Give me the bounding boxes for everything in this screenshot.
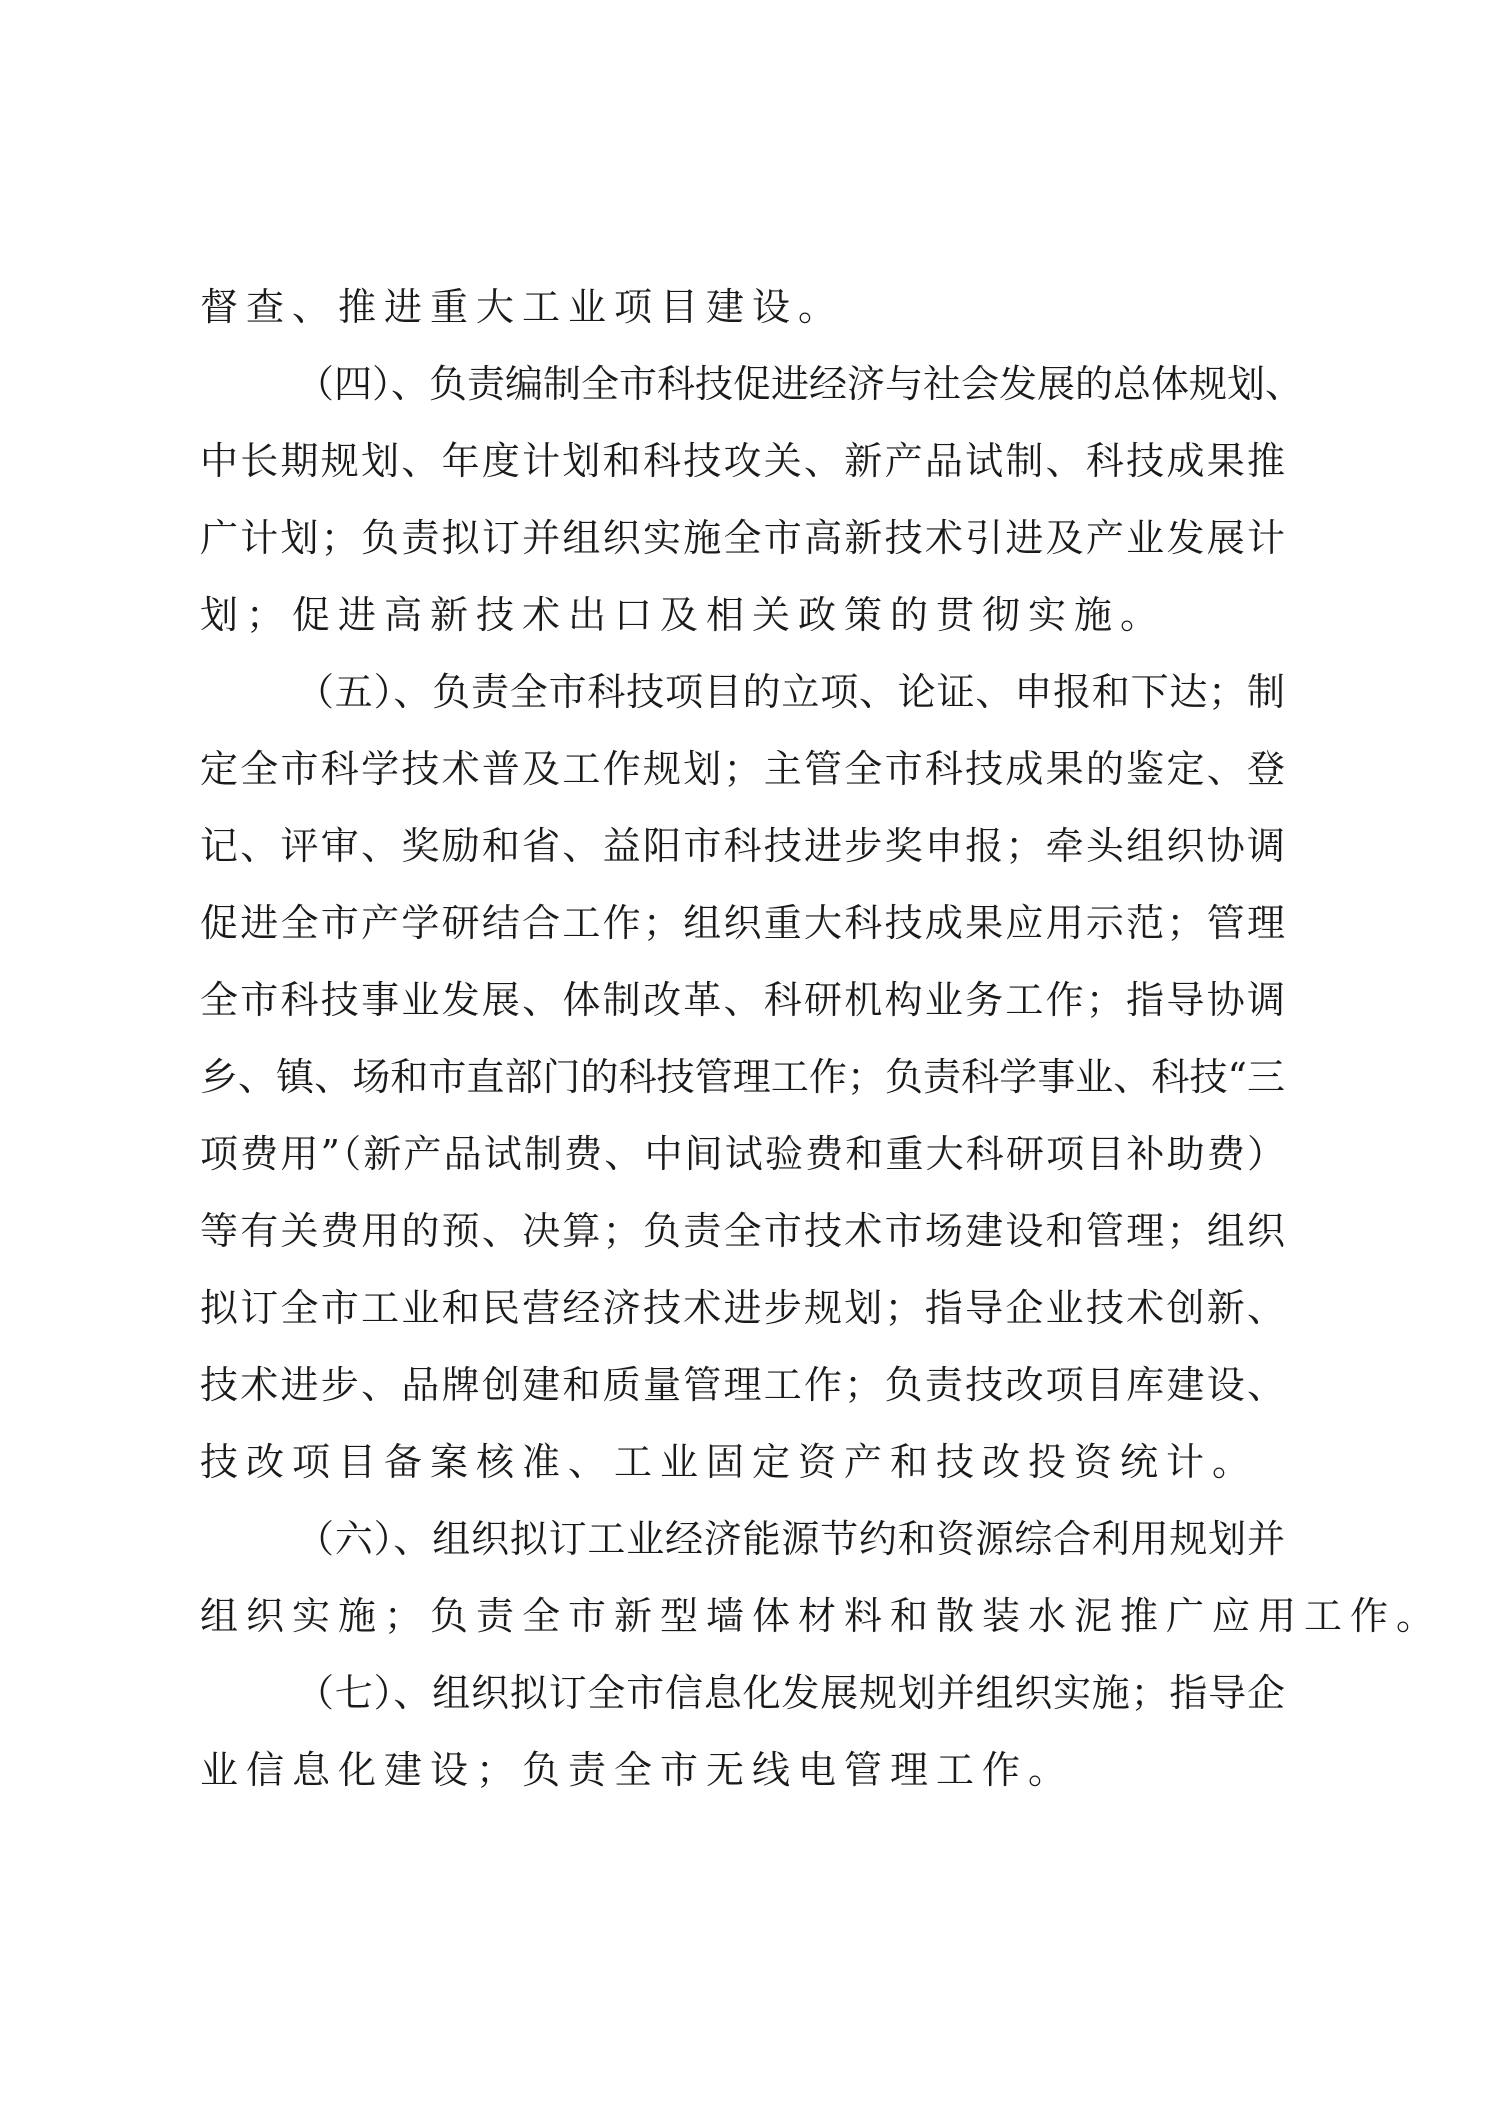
paragraph-7-start: （七）、组织拟订全市信息化发展规划并组织实施；指导企 [296, 1671, 1285, 1715]
text-line: 中长期规划、年度计划和科技攻关、新产品试制、科技成果推 [200, 439, 1285, 483]
text-line: 督查、推进重大工业项目建设。 [200, 285, 845, 329]
paragraph-5-start: （五）、负责全市科技项目的立项、论证、申报和下达；制 [296, 670, 1285, 714]
text-line: 广计划；负责拟订并组织实施全市高新技术引进及产业发展计 [200, 516, 1285, 560]
paragraph-6-start: （六）、组织拟订工业经济能源节约和资源综合利用规划并 [296, 1517, 1285, 1561]
text-line: 定全市科学技术普及工作规划；主管全市科技成果的鉴定、登 [200, 747, 1285, 791]
text-line: 拟订全市工业和民营经济技术进步规划；指导企业技术创新、 [200, 1286, 1285, 1330]
text-line: 等有关费用的预、决算；负责全市技术市场建设和管理；组织 [200, 1209, 1285, 1253]
text-line: 项费用”（新产品试制费、中间试验费和重大科研项目补助费） [200, 1132, 1285, 1176]
text-line: 技术进步、品牌创建和质量管理工作；负责技改项目库建设、 [200, 1363, 1285, 1407]
text-line: 促进全市产学研结合工作；组织重大科技成果应用示范；管理 [200, 901, 1285, 945]
text-line: 记、评审、奖励和省、益阳市科技进步奖申报；牵头组织协调 [200, 824, 1285, 868]
text-line: 乡、镇、场和市直部门的科技管理工作；负责科学事业、科技“三 [200, 1055, 1285, 1099]
text-line: 组织实施；负责全市新型墙体材料和散装水泥推广应用工作。 [200, 1594, 1443, 1638]
text-line: 业信息化建设；负责全市无线电管理工作。 [200, 1748, 1075, 1792]
text-line: 划；促进高新技术出口及相关政策的贯彻实施。 [200, 593, 1167, 637]
text-line: 技改项目备案核准、工业固定资产和技改投资统计。 [200, 1440, 1259, 1484]
text-line: 全市科技事业发展、体制改革、科研机构业务工作；指导协调 [200, 978, 1285, 1022]
paragraph-4-start: （四）、负责编制全市科技促进经济与社会发展的总体规划、 [296, 362, 1304, 406]
